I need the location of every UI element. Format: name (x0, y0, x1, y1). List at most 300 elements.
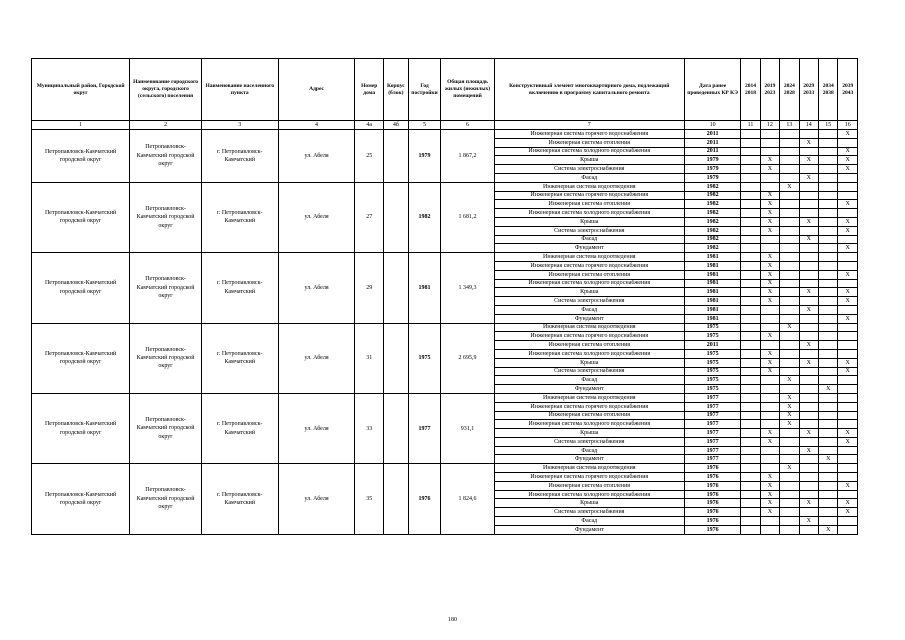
table-row (32, 130, 858, 139)
period-mark-cell: X (760, 367, 779, 376)
period-mark-cell (741, 226, 760, 235)
period-mark-cell (838, 279, 858, 288)
header-district: Муниципальный район, Городской округ (32, 59, 130, 121)
period-mark-cell: X (838, 244, 858, 253)
period-mark-cell (780, 508, 799, 517)
period-mark-cell: X (838, 499, 858, 508)
period-mark-cell (819, 367, 838, 376)
prior-repair-date-cell: 1977 (684, 402, 740, 411)
element-cell: Система электроснабжения (494, 437, 684, 446)
locality-cell: г. Петропавловск-Камчатский (201, 323, 278, 393)
period-mark-cell (799, 147, 818, 156)
prior-repair-date-cell: 1976 (684, 525, 740, 534)
period-mark-cell: X (760, 200, 779, 209)
period-mark-cell (838, 517, 858, 526)
period-mark-cell (819, 411, 838, 420)
settlement-cell: Петропавловск-Камчатский городской округ (130, 393, 202, 463)
period-mark-cell (799, 385, 818, 394)
prior-repair-date-cell: 1981 (684, 314, 740, 323)
header-prior-repair-date: Дата ранее проведенных КР КЭ (684, 59, 740, 121)
period-mark-cell (780, 367, 799, 376)
table-row (32, 323, 858, 332)
prior-repair-date-cell: 1982 (684, 226, 740, 235)
period-mark-cell (819, 173, 838, 182)
period-mark-cell (780, 191, 799, 200)
element-cell: Инженерная система отопления (494, 481, 684, 490)
element-cell: Инженерная система отопления (494, 411, 684, 420)
prior-repair-date-cell: 1981 (684, 279, 740, 288)
period-mark-cell: X (760, 270, 779, 279)
header-house-number: Номер дома (355, 59, 384, 121)
period-mark-cell (838, 473, 858, 482)
block-cell (384, 464, 409, 534)
period-mark-cell (819, 253, 838, 262)
header-period-2034-2038: 2034 2038 (819, 59, 838, 121)
period-mark-cell (799, 464, 818, 473)
build-year-cell: 1979 (408, 130, 441, 183)
element-cell: Инженерная система холодного водоснабжения (494, 209, 684, 218)
element-cell: Система электроснабжения (494, 165, 684, 174)
period-mark-cell (760, 385, 779, 394)
period-mark-cell (799, 279, 818, 288)
period-mark-cell: X (760, 437, 779, 446)
period-mark-cell: X (799, 235, 818, 244)
period-mark-cell (741, 499, 760, 508)
element-cell: Инженерная система холодного водоснабжения (494, 349, 684, 358)
district-cell: Петропавловск-Камчатский городской округ (32, 464, 130, 534)
period-mark-cell (819, 138, 838, 147)
column-number: 6 (441, 121, 494, 130)
period-mark-cell: X (760, 156, 779, 165)
period-mark-cell (760, 517, 779, 526)
element-cell: Фундамент (494, 455, 684, 464)
period-mark-cell (760, 305, 779, 314)
period-mark-cell (799, 437, 818, 446)
period-mark-cell (838, 376, 858, 385)
period-mark-cell: X (780, 323, 799, 332)
prior-repair-date-cell: 1976 (684, 508, 740, 517)
period-mark-cell: X (838, 200, 858, 209)
prior-repair-date-cell: 1976 (684, 499, 740, 508)
period-mark-cell (799, 490, 818, 499)
prior-repair-date-cell: 1976 (684, 481, 740, 490)
period-mark-cell (819, 481, 838, 490)
period-mark-cell (780, 314, 799, 323)
header-period-2039-2043: 2039 2043 (838, 59, 858, 121)
period-mark-cell (819, 200, 838, 209)
period-mark-cell: X (799, 341, 818, 350)
prior-repair-date-cell: 1979 (684, 156, 740, 165)
prior-repair-date-cell: 1976 (684, 464, 740, 473)
element-cell: Фасад (494, 376, 684, 385)
period-mark-cell: X (799, 499, 818, 508)
house-number-cell: 31 (355, 323, 384, 393)
period-mark-cell (760, 446, 779, 455)
period-mark-cell (819, 235, 838, 244)
street-cell: ул. Абеля (278, 464, 355, 534)
period-mark-cell (741, 253, 760, 262)
column-number: 13 (780, 121, 799, 130)
period-mark-cell (799, 270, 818, 279)
period-mark-cell (838, 261, 858, 270)
prior-repair-date-cell: 1976 (684, 473, 740, 482)
house-number-cell: 33 (355, 393, 384, 463)
period-mark-cell: X (760, 499, 779, 508)
period-mark-cell: X (838, 147, 858, 156)
period-mark-cell (799, 420, 818, 429)
column-number: 4б (384, 121, 409, 130)
district-cell: Петропавловск-Камчатский городской округ (32, 253, 130, 323)
period-mark-cell (799, 244, 818, 253)
period-mark-cell (760, 130, 779, 139)
period-mark-cell (838, 464, 858, 473)
period-mark-cell (838, 323, 858, 332)
period-mark-cell (780, 358, 799, 367)
period-mark-cell (741, 429, 760, 438)
prior-repair-date-cell: 1977 (684, 411, 740, 420)
element-cell: Система электроснабжения (494, 508, 684, 517)
element-cell: Крыша (494, 217, 684, 226)
period-mark-cell: X (838, 508, 858, 517)
period-mark-cell (799, 323, 818, 332)
prior-repair-date-cell: 1975 (684, 323, 740, 332)
period-mark-cell (780, 446, 799, 455)
period-mark-cell (780, 525, 799, 534)
prior-repair-date-cell: 1977 (684, 437, 740, 446)
column-number-row (32, 121, 858, 130)
element-cell: Инженерная система холодного водоснабжения (494, 147, 684, 156)
period-mark-cell: X (760, 279, 779, 288)
build-year-cell: 1976 (408, 464, 441, 534)
period-mark-cell (799, 376, 818, 385)
period-mark-cell (799, 473, 818, 482)
table-row (32, 253, 858, 262)
period-mark-cell (819, 429, 838, 438)
prior-repair-date-cell: 1975 (684, 385, 740, 394)
period-mark-cell (741, 385, 760, 394)
period-mark-cell (741, 420, 760, 429)
period-mark-cell (780, 297, 799, 306)
period-mark-cell (760, 147, 779, 156)
period-mark-cell (819, 130, 838, 139)
area-cell: 1 867,2 (441, 130, 494, 183)
period-mark-cell (741, 437, 760, 446)
period-mark-cell: X (760, 217, 779, 226)
period-mark-cell (741, 481, 760, 490)
header-address: Адрес (278, 59, 355, 121)
period-mark-cell (760, 244, 779, 253)
period-mark-cell: X (819, 525, 838, 534)
header-row (32, 59, 858, 121)
period-mark-cell (741, 200, 760, 209)
column-number: 4а (355, 121, 384, 130)
header-period-2024-2028: 2024 2028 (780, 59, 799, 121)
period-mark-cell (819, 209, 838, 218)
column-number: 12 (760, 121, 779, 130)
locality-cell: г. Петропавловск-Камчатский (201, 182, 278, 252)
period-mark-cell (741, 402, 760, 411)
column-number: 11 (741, 121, 760, 130)
locality-cell: г. Петропавловск-Камчатский (201, 130, 278, 183)
column-number: 7 (494, 121, 684, 130)
element-cell: Фундамент (494, 244, 684, 253)
period-mark-cell (838, 138, 858, 147)
period-mark-cell (799, 411, 818, 420)
element-cell: Инженерная система водоотведения (494, 182, 684, 191)
period-mark-cell (741, 464, 760, 473)
prior-repair-date-cell: 2011 (684, 147, 740, 156)
period-mark-cell: X (780, 411, 799, 420)
period-mark-cell (799, 297, 818, 306)
period-mark-cell: X (760, 473, 779, 482)
prior-repair-date-cell: 1982 (684, 244, 740, 253)
period-mark-cell (799, 182, 818, 191)
period-mark-cell (741, 182, 760, 191)
page-number: 180 (448, 617, 457, 623)
period-mark-cell (819, 446, 838, 455)
period-mark-cell (741, 191, 760, 200)
area-cell: 1 349,3 (441, 253, 494, 323)
period-mark-cell: X (760, 490, 779, 499)
period-mark-cell: X (760, 508, 779, 517)
capital-repair-table (31, 58, 858, 535)
period-mark-cell (760, 411, 779, 420)
table-row (32, 464, 858, 473)
column-number: 10 (684, 121, 740, 130)
period-mark-cell: X (799, 288, 818, 297)
period-mark-cell (799, 314, 818, 323)
period-mark-cell (819, 156, 838, 165)
period-mark-cell (760, 314, 779, 323)
header-block: Корпус (блок) (384, 59, 409, 121)
block-cell (384, 393, 409, 463)
period-mark-cell (819, 261, 838, 270)
period-mark-cell: X (799, 156, 818, 165)
period-mark-cell (780, 200, 799, 209)
district-cell: Петропавловск-Камчатский городской округ (32, 182, 130, 252)
period-mark-cell (799, 165, 818, 174)
period-mark-cell (741, 455, 760, 464)
prior-repair-date-cell: 1977 (684, 420, 740, 429)
prior-repair-date-cell: 1977 (684, 429, 740, 438)
period-mark-cell: X (760, 481, 779, 490)
period-mark-cell (760, 235, 779, 244)
period-mark-cell (741, 490, 760, 499)
period-mark-cell (780, 288, 799, 297)
period-mark-cell (741, 525, 760, 534)
period-mark-cell (838, 349, 858, 358)
period-mark-cell: X (838, 288, 858, 297)
period-mark-cell (780, 130, 799, 139)
element-cell: Инженерная система холодного водоснабжения (494, 420, 684, 429)
period-mark-cell: X (760, 165, 779, 174)
period-mark-cell (741, 517, 760, 526)
period-mark-cell (780, 270, 799, 279)
period-mark-cell (799, 367, 818, 376)
area-cell: 931,1 (441, 393, 494, 463)
prior-repair-date-cell: 1976 (684, 490, 740, 499)
period-mark-cell (838, 305, 858, 314)
prior-repair-date-cell: 1982 (684, 235, 740, 244)
period-mark-cell: X (838, 429, 858, 438)
period-mark-cell: X (780, 464, 799, 473)
prior-repair-date-cell: 1975 (684, 332, 740, 341)
period-mark-cell: X (838, 217, 858, 226)
period-mark-cell (760, 323, 779, 332)
prior-repair-date-cell: 1979 (684, 173, 740, 182)
prior-repair-date-cell: 1977 (684, 455, 740, 464)
period-mark-cell (780, 305, 799, 314)
period-mark-cell: X (838, 481, 858, 490)
period-mark-cell (819, 349, 838, 358)
settlement-cell: Петропавловск-Камчатский городской округ (130, 182, 202, 252)
block-cell (384, 253, 409, 323)
period-mark-cell (838, 393, 858, 402)
period-mark-cell: X (799, 358, 818, 367)
element-cell: Крыша (494, 358, 684, 367)
period-mark-cell (799, 261, 818, 270)
period-mark-cell (819, 305, 838, 314)
period-mark-cell (819, 191, 838, 200)
period-mark-cell: X (799, 217, 818, 226)
period-mark-cell (741, 473, 760, 482)
table-row (32, 393, 858, 402)
period-mark-cell: X (799, 517, 818, 526)
period-mark-cell (838, 402, 858, 411)
period-mark-cell (741, 261, 760, 270)
district-cell: Петропавловск-Камчатский городской округ (32, 393, 130, 463)
header-period-2014-2018: 2014 2018 (741, 59, 760, 121)
period-mark-cell (819, 182, 838, 191)
period-mark-cell: X (799, 305, 818, 314)
street-cell: ул. Абеля (278, 130, 355, 183)
period-mark-cell (819, 297, 838, 306)
period-mark-cell: X (838, 297, 858, 306)
period-mark-cell (760, 376, 779, 385)
period-mark-cell: X (780, 393, 799, 402)
street-cell: ул. Абеля (278, 253, 355, 323)
period-mark-cell (819, 147, 838, 156)
period-mark-cell (838, 332, 858, 341)
prior-repair-date-cell: 1982 (684, 209, 740, 218)
area-cell: 1 824,6 (441, 464, 494, 534)
period-mark-cell (799, 481, 818, 490)
period-mark-cell (780, 517, 799, 526)
header-locality: Наименование населенного пункта (201, 59, 278, 121)
period-mark-cell (838, 525, 858, 534)
period-mark-cell (819, 508, 838, 517)
period-mark-cell (780, 341, 799, 350)
period-mark-cell (741, 279, 760, 288)
element-cell: Инженерная система водоотведения (494, 323, 684, 332)
period-mark-cell (760, 341, 779, 350)
period-mark-cell: X (838, 437, 858, 446)
period-mark-cell (760, 455, 779, 464)
period-mark-cell (780, 226, 799, 235)
element-cell: Инженерная система холодного водоснабжения (494, 279, 684, 288)
period-mark-cell (799, 332, 818, 341)
column-number: 16 (838, 121, 858, 130)
period-mark-cell (741, 323, 760, 332)
period-mark-cell (741, 130, 760, 139)
period-mark-cell: X (780, 420, 799, 429)
locality-cell: г. Петропавловск-Камчатский (201, 253, 278, 323)
period-mark-cell (838, 235, 858, 244)
element-cell: Фасад (494, 235, 684, 244)
prior-repair-date-cell: 1975 (684, 376, 740, 385)
period-mark-cell (799, 191, 818, 200)
area-cell: 1 681,2 (441, 182, 494, 252)
period-mark-cell (838, 446, 858, 455)
period-mark-cell: X (760, 349, 779, 358)
element-cell: Инженерная система отопления (494, 138, 684, 147)
header-element: Конструктивный элемент многоквартирного дома, подлежащий включению в программу капитального ремонта (494, 59, 684, 121)
district-cell: Петропавловск-Камчатский городской округ (32, 323, 130, 393)
period-mark-cell (799, 393, 818, 402)
period-mark-cell (819, 473, 838, 482)
column-number: 4 (278, 121, 355, 130)
period-mark-cell (741, 270, 760, 279)
period-mark-cell: X (838, 226, 858, 235)
period-mark-cell: X (799, 173, 818, 182)
period-mark-cell (741, 288, 760, 297)
settlement-cell: Петропавловск-Камчатский городской округ (130, 323, 202, 393)
period-mark-cell (819, 288, 838, 297)
period-mark-cell (819, 393, 838, 402)
period-mark-cell (741, 314, 760, 323)
build-year-cell: 1982 (408, 182, 441, 252)
table-body (32, 130, 858, 535)
prior-repair-date-cell: 1981 (684, 261, 740, 270)
prior-repair-date-cell: 1981 (684, 253, 740, 262)
period-mark-cell (780, 473, 799, 482)
prior-repair-date-cell: 1975 (684, 349, 740, 358)
element-cell: Инженерная система холодного водоснабжения (494, 490, 684, 499)
period-mark-cell (780, 156, 799, 165)
build-year-cell: 1977 (408, 393, 441, 463)
period-mark-cell (819, 490, 838, 499)
header-period-2019-2023: 2019 2023 (760, 59, 779, 121)
element-cell: Фасад (494, 517, 684, 526)
period-mark-cell (819, 217, 838, 226)
period-mark-cell: X (799, 429, 818, 438)
locality-cell: г. Петропавловск-Камчатский (201, 393, 278, 463)
period-mark-cell (780, 279, 799, 288)
period-mark-cell (760, 464, 779, 473)
period-mark-cell (799, 253, 818, 262)
period-mark-cell (799, 455, 818, 464)
period-mark-cell: X (838, 156, 858, 165)
period-mark-cell (780, 490, 799, 499)
period-mark-cell: X (819, 385, 838, 394)
prior-repair-date-cell: 2011 (684, 341, 740, 350)
period-mark-cell (780, 253, 799, 262)
header-settlement: Наименование городского округа, городского (сельского) поселения (130, 59, 202, 121)
period-mark-cell (780, 165, 799, 174)
period-mark-cell (819, 420, 838, 429)
period-mark-cell: X (760, 297, 779, 306)
period-mark-cell (838, 253, 858, 262)
period-mark-cell: X (760, 209, 779, 218)
element-cell: Инженерная система горячего водоснабжения (494, 473, 684, 482)
period-mark-cell (838, 385, 858, 394)
period-mark-cell: X (780, 182, 799, 191)
period-mark-cell (760, 173, 779, 182)
period-mark-cell (819, 270, 838, 279)
period-mark-cell (741, 349, 760, 358)
period-mark-cell: X (838, 314, 858, 323)
period-mark-cell (838, 173, 858, 182)
